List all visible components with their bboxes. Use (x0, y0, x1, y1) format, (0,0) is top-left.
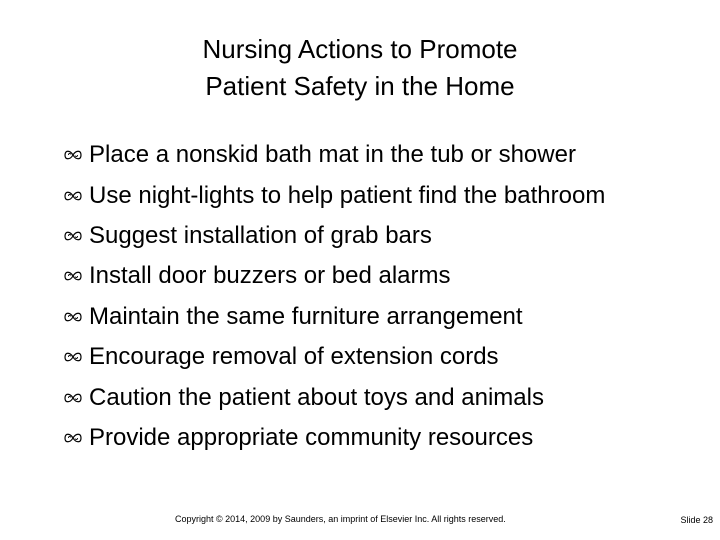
bullet-text: Install door buzzers or bed alarms (89, 262, 451, 289)
bullet-list (62, 135, 682, 459)
infinity-swirl-icon (62, 310, 84, 324)
bullet-item-community-resources (62, 418, 682, 459)
bullet-text: Provide appropriate community resources (89, 424, 534, 451)
footer-copyright: Copyright © 2014, 2009 by Saunders, an imprint of Elsevier Inc. All rights reserved. (175, 514, 506, 524)
bullet-text: Maintain the same furniture arrangement (89, 302, 523, 330)
infinity-swirl-icon (62, 148, 84, 162)
bullet-item-night-lights (62, 176, 629, 216)
bullet-item-door-buzzers (62, 256, 682, 297)
bullet-text: Suggest installation of grab bars (89, 221, 432, 249)
bullet-text: Place a nonskid bath mat in the tub or shower (89, 141, 576, 168)
infinity-swirl-icon (62, 269, 84, 283)
slide-number: Slide 28 (680, 515, 713, 525)
bullet-text: Caution the patient about toys and animals (89, 383, 544, 411)
bullet-item-extension-cords (62, 337, 682, 378)
infinity-swirl-icon (62, 350, 84, 364)
bullet-text: Encourage removal of extension cords (89, 343, 499, 370)
bullet-text: Use night-lights to help patient find the bathroom (89, 181, 606, 209)
infinity-swirl-icon (62, 391, 84, 405)
bullet-item-furniture (62, 297, 682, 338)
bullet-item-toys-animals (62, 378, 682, 419)
bullet-item-grab-bars (62, 216, 682, 257)
bullet-item-bath-mat (62, 135, 682, 176)
infinity-swirl-icon (62, 229, 84, 243)
infinity-swirl-icon (62, 189, 84, 203)
slide-title-line-1: Nursing Actions to Promote (202, 34, 518, 64)
slide-title-line-2: Patient Safety in the Home (205, 71, 515, 101)
infinity-swirl-icon (62, 431, 84, 445)
slide-title (0, 31, 720, 105)
